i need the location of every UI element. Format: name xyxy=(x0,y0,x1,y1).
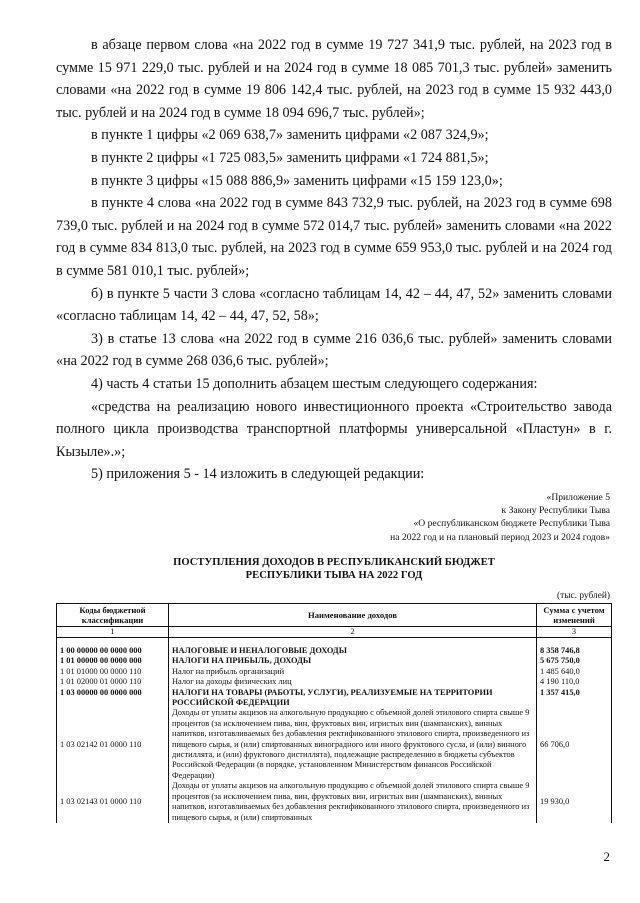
row-amount: 19 930,0 xyxy=(537,781,612,823)
row-amount: 4 190 110,0 xyxy=(537,677,612,687)
header-name: Наименование доходов xyxy=(169,604,537,627)
units-label: (тыс. рублей) xyxy=(556,591,610,601)
table-spacer xyxy=(57,638,612,647)
paragraph-5: в пункте 4 слова «на 2022 год в сумме 843 732,9 тыс. рублей, на 2023 год в сумме 698 739,0 тыс. рублей и на 2024 год в сумме 572 014,7 тыс. рублей» заменить словами «на 2022 год в сумме 834 813,0 тыс. рублей, на 2023 год в сумме 659 953,0 тыс. рублей и на 2024 год в сумме 581 010,1 тыс. рублей»; xyxy=(56,195,612,279)
row-code: 1 03 02142 01 0000 110 xyxy=(57,708,169,781)
page-number: 2 xyxy=(603,849,610,864)
paragraph-9: «средства на реализацию нового инвестиционного проекта «Строительство завода полного цикла производства транспортной платформы универсальной «Пластун» в г. Кызыле».»; xyxy=(56,398,612,460)
appendix-line-2: к Закону Республики Тыва xyxy=(501,505,610,517)
row-name: Налог на доходы физических лиц xyxy=(169,677,537,687)
row-code: 1 01 01000 00 0000 110 xyxy=(57,667,169,677)
revenue-table xyxy=(56,603,612,823)
table-row xyxy=(57,708,612,781)
row-name: НАЛОГИ НА ПРИБЫЛЬ, ДОХОДЫ xyxy=(169,656,537,666)
amendment-text xyxy=(56,34,612,486)
appendix-line-3: «О республиканском бюджете Республики Тыва xyxy=(413,518,610,530)
table-title-line-2: РЕСПУБЛИКИ ТЫВА НА 2022 ГОД xyxy=(245,570,423,581)
row-amount: 1 357 415,0 xyxy=(537,688,612,709)
row-name: Налог на прибыль организаций xyxy=(169,667,537,677)
row-code: 1 00 00000 00 0000 000 xyxy=(57,646,169,656)
header-amount: Сумма с учетом изменений xyxy=(537,604,612,627)
paragraph-1: в абзаце первом слова «на 2022 год в сумме 19 727 341,9 тыс. рублей, на 2023 год в сумме 15 971 229,0 тыс. рублей и на 2024 год в сумме 18 085 701,3 тыс. рублей» заменить словами «на 2022 год в сумме 19 806 142,4 тыс. рублей, на 2023 год в сумме 15 932 443,0 тыс. рублей и на 2024 год в сумме 18 094 696,7 тыс. рублей»; xyxy=(56,37,612,121)
table-title xyxy=(56,556,612,582)
column-number-3: 3 xyxy=(537,627,612,638)
row-code: 1 03 02143 01 0000 110 xyxy=(57,781,169,823)
table-row xyxy=(57,677,612,687)
table-title-line-1: ПОСТУПЛЕНИЯ ДОХОДОВ В РЕСПУБЛИКАНСКИЙ БЮДЖЕТ xyxy=(173,557,495,568)
row-name: Доходы от уплаты акцизов на алкогольную продукцию с объемной долей этилового спирта свыше 9 процентов (за исключением пива, вин, фруктовых вин, игристых вин (шампанских), винных напитков, изготавливаемых без добавления ректификованного этилового спирта, произведенного из пищевого сырья, и (или) спиртованных виноградного или иного фруктового сусла, и (или) винного дистиллята, и (или) фруктового дистиллята), подлежащие распределению в бюджеты субъектов Российской Федерации (в порядке, установленном Министерством финансов Российской Федерации) xyxy=(169,708,537,781)
table-row xyxy=(57,667,612,677)
appendix-header xyxy=(270,491,610,544)
paragraph-8: 4) часть 4 статьи 15 дополнить абзацем шестым следующего содержания: xyxy=(91,375,538,392)
paragraph-3: в пункте 2 цифры «1 725 083,5» заменить цифрами «1 724 881,5»; xyxy=(91,149,489,166)
row-name: НАЛОГИ НА ТОВАРЫ (РАБОТЫ, УСЛУГИ), РЕАЛИЗУЕМЫЕ НА ТЕРРИТОРИИ РОССИЙСКОЙ ФЕДЕРАЦИИ xyxy=(169,688,537,709)
row-name: НАЛОГОВЫЕ И НЕНАЛОГОВЫЕ ДОХОДЫ xyxy=(169,646,537,656)
row-code: 1 01 00000 00 0000 000 xyxy=(57,656,169,666)
row-code: 1 01 02000 01 0000 110 xyxy=(57,677,169,687)
row-amount: 66 706,0 xyxy=(537,708,612,781)
header-code: Коды бюджетной классификации xyxy=(57,604,169,627)
row-name: Доходы от уплаты акцизов на алкогольную продукцию с объемной долей этилового спирта свыше 9 процентов (за исключением пива, вин, фруктовых вин, игристых вин (шампанских), винных напитков, изготавливаемых без добавления ректификованного этилового спирта, произведенного из пищевого сырья, и (или) спиртованных xyxy=(169,781,537,823)
paragraph-6: б) в пункте 5 части 3 слова «согласно таблицам 14, 42 – 44, 47, 52» заменить словами «согласно таблицам 14, 42 – 44, 47, 52, 58»; xyxy=(56,285,612,325)
paragraph-7: 3) в статье 13 слова «на 2022 год в сумме 216 036,6 тыс. рублей» заменить словами «на 2022 год в сумме 268 036,6 тыс. рублей»; xyxy=(56,330,612,370)
column-number-1: 1 xyxy=(57,627,169,638)
table-row xyxy=(57,688,612,709)
table-row xyxy=(57,781,612,823)
table-row xyxy=(57,646,612,656)
row-amount: 5 675 750,0 xyxy=(537,656,612,666)
row-code: 1 03 00000 00 0000 000 xyxy=(57,688,169,709)
appendix-line-4: на 2022 год и на плановый период 2023 и 2024 годов» xyxy=(390,531,610,543)
table-header-row xyxy=(57,604,612,627)
row-amount: 1 485 640,0 xyxy=(537,667,612,677)
paragraph-2: в пункте 1 цифры «2 069 638,7» заменить цифрами «2 087 324,9»; xyxy=(91,127,489,144)
column-number-2: 2 xyxy=(169,627,537,638)
paragraph-10: 5) приложения 5 - 14 изложить в следующей редакции: xyxy=(91,466,425,483)
table-row xyxy=(57,656,612,666)
paragraph-4: в пункте 3 цифры «15 088 886,9» заменить цифрами «15 159 123,0»; xyxy=(91,172,503,189)
appendix-line-1: «Приложение 5 xyxy=(546,492,610,503)
column-number-row xyxy=(57,627,612,638)
row-amount: 8 358 746,8 xyxy=(537,646,612,656)
